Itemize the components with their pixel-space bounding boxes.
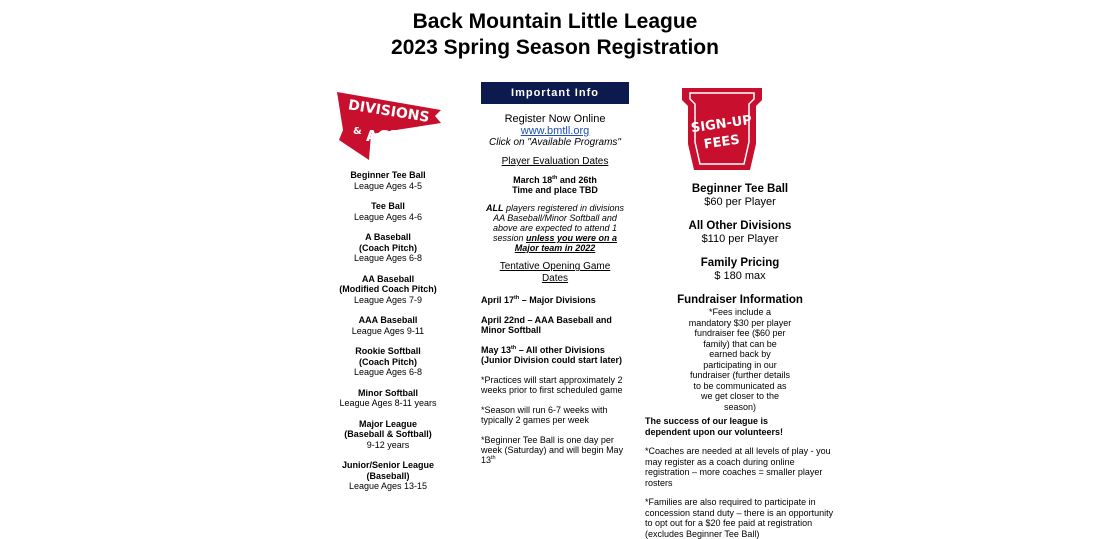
fee-title: Family Pricing xyxy=(700,257,780,269)
division-name: Minor Softball xyxy=(358,387,418,398)
signup-logo-text: SIGN-UP xyxy=(690,112,753,137)
division-ages: League Ages 13-15 xyxy=(348,481,428,491)
division-item xyxy=(320,388,456,409)
eval-requirement: ALL players registered in divisions AA Baseball/Minor Softball and above are expected to attend 1 session unless you were on a Major team in 2022 xyxy=(485,203,625,253)
fee-value: $110 per Player xyxy=(701,233,779,245)
division-name: A Baseball xyxy=(365,232,411,242)
website-link[interactable]: www.bmtll.org xyxy=(520,125,590,137)
important-info-column xyxy=(481,82,629,465)
practice-note: *Practices will start approximately 2 weeks prior to first scheduled game xyxy=(481,375,623,395)
division-ages: League Ages 8-11 years xyxy=(339,398,437,408)
volunteer-statement: The success of our league is dependent upon our volunteers! xyxy=(645,416,784,437)
fee-value: $ 180 max xyxy=(714,270,766,282)
division-ages: League Ages 6-8 xyxy=(353,367,423,377)
division-sub: (Coach Pitch) xyxy=(358,242,417,253)
division-item xyxy=(320,419,456,451)
division-item xyxy=(320,201,456,222)
division-sub: (Baseball) xyxy=(366,470,410,481)
ages-logo-text: AGES xyxy=(366,127,411,145)
fee-family xyxy=(645,257,835,283)
opening-date-1: April 17th – Major Divisions xyxy=(481,295,596,305)
opening-heading: Tentative Opening Game Dates xyxy=(499,261,611,284)
page-subtitle: 2023 Spring Season Registration xyxy=(391,36,719,59)
eval-heading: Player Evaluation Dates xyxy=(501,156,609,167)
division-ages: League Ages 9-11 xyxy=(351,325,425,336)
divisions-logo-text: DIVISIONS xyxy=(347,97,431,126)
page-title: Back Mountain Little League xyxy=(412,10,698,33)
concession-note: *Families are also required to participate in concession stand duty – there is an opportunity to opt out for a $20 fee paid at registration (excludes Beginner Tee Ball) xyxy=(645,497,834,539)
opening-date-2: April 22nd – AAA Baseball and Minor Softball xyxy=(481,315,612,335)
division-item xyxy=(320,460,456,492)
fee-beginner xyxy=(645,183,835,209)
click-instructions: Click on "Available Programs" xyxy=(489,137,621,148)
opening-date-3: May 13th – All other Divisions (Junior Division could start later) xyxy=(481,345,623,365)
division-ages: League Ages 4-5 xyxy=(353,180,423,191)
division-sub: (Modified Coach Pitch) xyxy=(339,284,437,294)
fees-logo-text: FEES xyxy=(702,132,741,153)
division-item xyxy=(320,232,456,264)
division-item xyxy=(320,170,456,191)
important-info-banner: Important Info xyxy=(481,82,629,104)
division-item xyxy=(320,315,456,336)
division-name: Tee Ball xyxy=(371,201,405,211)
division-name: Beginner Tee Ball xyxy=(350,170,426,180)
divisions-list xyxy=(320,170,456,502)
coaches-note: *Coaches are needed at all levels of play - you may register as a coach during online registration – more coaches = smaller player rosters xyxy=(645,446,831,488)
division-item xyxy=(320,274,456,306)
division-ages: League Ages 7-9 xyxy=(353,294,423,305)
division-name: AAA Baseball xyxy=(358,315,418,325)
fee-value: $60 per Player xyxy=(704,196,776,208)
eval-dates: March 18th and 26th xyxy=(513,175,597,185)
fee-other xyxy=(645,220,835,246)
amp-logo-text: & xyxy=(353,126,362,137)
division-name: Junior/Senior League xyxy=(341,460,435,470)
season-note: *Season will run 6-7 weeks with typically 2 games per week xyxy=(481,405,608,425)
division-sub: (Baseball & Softball) xyxy=(344,429,432,439)
eval-place: Time and place TBD xyxy=(512,185,598,195)
division-item xyxy=(320,346,456,378)
division-name: AA Baseball xyxy=(361,273,415,284)
fundraiser-title: Fundraiser Information xyxy=(677,294,803,306)
fees-column xyxy=(645,87,835,539)
fundraiser-info xyxy=(645,294,835,412)
fundraiser-text: *Fees include a mandatory $30 per player fundraiser fee ($60 per family) that can be earned back by participating in our fundraiser (further details to be communicated as we get closer to the season) xyxy=(688,307,792,412)
division-name: Rookie Softball xyxy=(355,346,421,356)
division-ages: League Ages 4-6 xyxy=(353,211,423,222)
division-sub: (Coach Pitch) xyxy=(358,356,417,367)
fee-title: Beginner Tee Ball xyxy=(691,183,789,195)
division-name: Major League xyxy=(358,418,417,429)
division-ages: League Ages 6-8 xyxy=(353,253,423,263)
division-ages: 9-12 years xyxy=(366,439,410,450)
register-line: Register Now Online xyxy=(504,113,606,125)
tee-ball-note: *Beginner Tee Ball is one day per week (Saturday) and will begin May 13th xyxy=(481,435,624,465)
fee-title: All Other Divisions xyxy=(688,220,792,232)
divisions-ages-logo xyxy=(335,90,445,162)
